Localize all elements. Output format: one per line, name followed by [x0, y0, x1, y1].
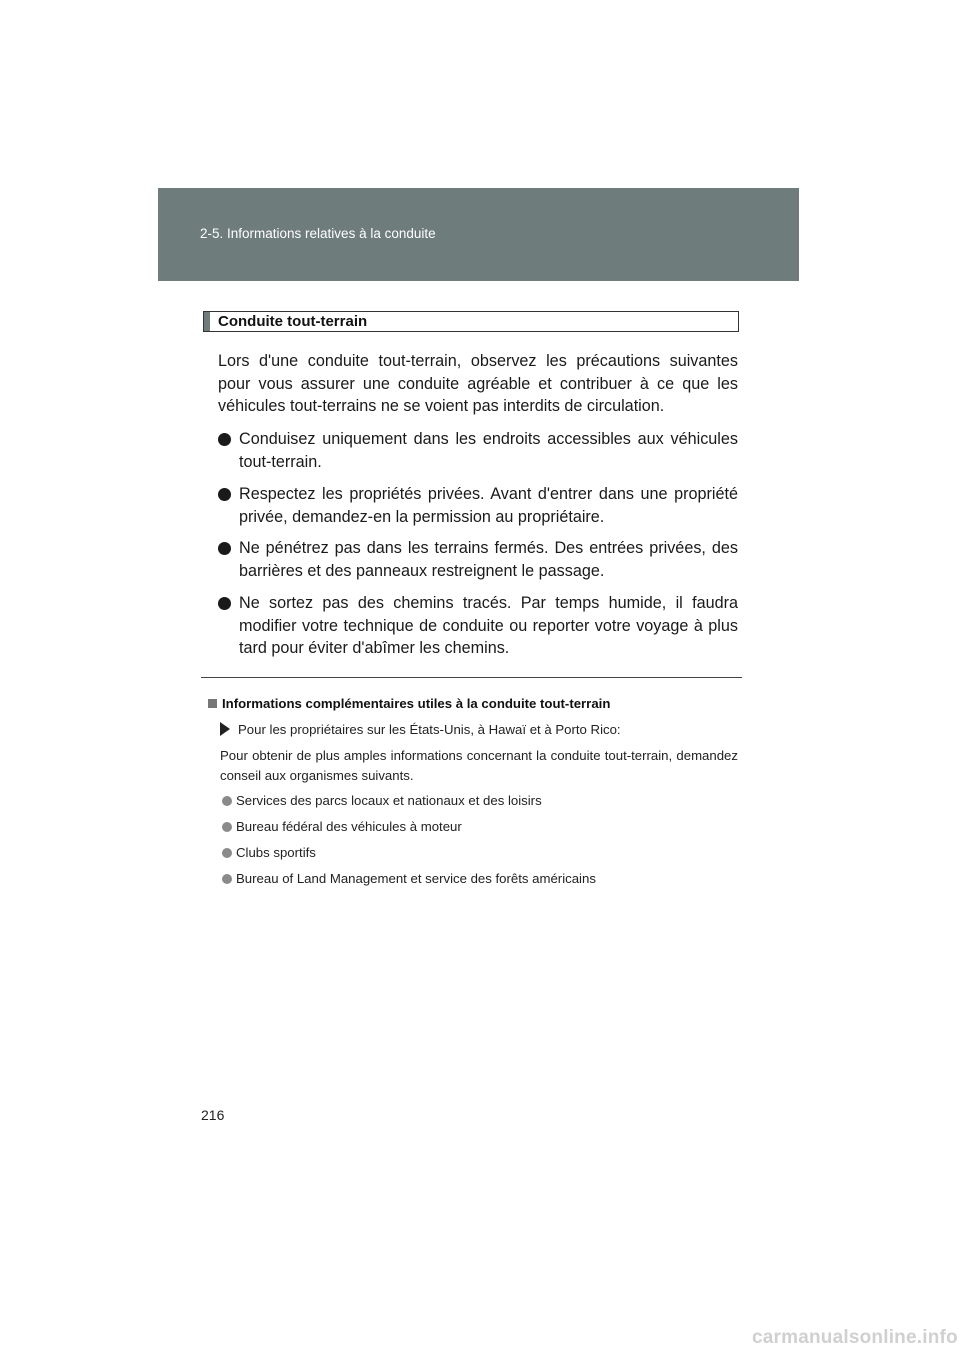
list-item-text: Ne pénétrez pas dans les terrains fermés. Des entrées privées, des barrières et des panneaux restreignent le passage.: [239, 539, 738, 580]
triangle-arrow-icon: [220, 722, 230, 736]
page-number: 216: [201, 1107, 225, 1123]
list-item-text: Conduisez uniquement dans les endroits accessibles aux véhicules tout-terrain.: [239, 430, 738, 471]
info-list-item-text: Bureau fédéral des véhicules à moteur: [236, 819, 462, 834]
info-list-item: [222, 819, 462, 834]
list-item-text: Ne sortez pas des chemins tracés. Par temps humide, il faudra modifier votre technique de conduite ou reporter votre voyage à plus tard pour éviter d'abîmer les chemins.: [239, 594, 738, 657]
section-title: Conduite tout-terrain: [218, 313, 368, 330]
list-item-text: Respectez les propriétés privées. Avant d'entrer dans une propriété privée, demandez-en la permission au propriétaire.: [239, 485, 738, 526]
watermark: carmanualsonline.info: [752, 1327, 958, 1348]
bullet-icon: [222, 848, 232, 858]
section-divider: [201, 677, 742, 678]
info-list-item-text: Bureau of Land Management et service des forêts américains: [236, 871, 596, 886]
bullet-icon: [222, 822, 232, 832]
region-note: [220, 722, 621, 737]
region-note-text: Pour les propriétaires sur les États-Unis, à Hawaï et à Porto Rico:: [238, 722, 621, 737]
info-heading: [208, 696, 610, 711]
section-title-box: [203, 311, 739, 332]
info-list-item-text: Clubs sportifs: [236, 845, 316, 860]
info-list-item: [222, 871, 596, 886]
section-title-accent: [204, 312, 210, 331]
info-list-item: [222, 793, 542, 808]
bullet-icon: [222, 796, 232, 806]
chapter-title: 2-5. Informations relatives à la conduite: [200, 226, 436, 241]
bullet-icon: [218, 542, 231, 555]
bullet-icon: [222, 874, 232, 884]
info-heading-text: Informations complémentaires utiles à la conduite tout-terrain: [222, 696, 611, 711]
intro-paragraph: Lors d'une conduite tout-terrain, observez les précautions suivantes pour vous assurer une conduite agréable et contribuer à ce que les véhicules tout-terrains ne se voient pas interdits de circulation.: [218, 352, 738, 415]
square-bullet-icon: [208, 699, 217, 708]
info-list-item-text: Services des parcs locaux et nationaux et des loisirs: [236, 793, 542, 808]
bullet-icon: [218, 488, 231, 501]
bullet-icon: [218, 433, 231, 446]
chapter-header: [158, 188, 799, 281]
bullet-icon: [218, 597, 231, 610]
info-list-item: [222, 845, 316, 860]
info-paragraph: Pour obtenir de plus amples informations concernant la conduite tout-terrain, demandez conseil aux organismes suivants.: [220, 748, 738, 783]
